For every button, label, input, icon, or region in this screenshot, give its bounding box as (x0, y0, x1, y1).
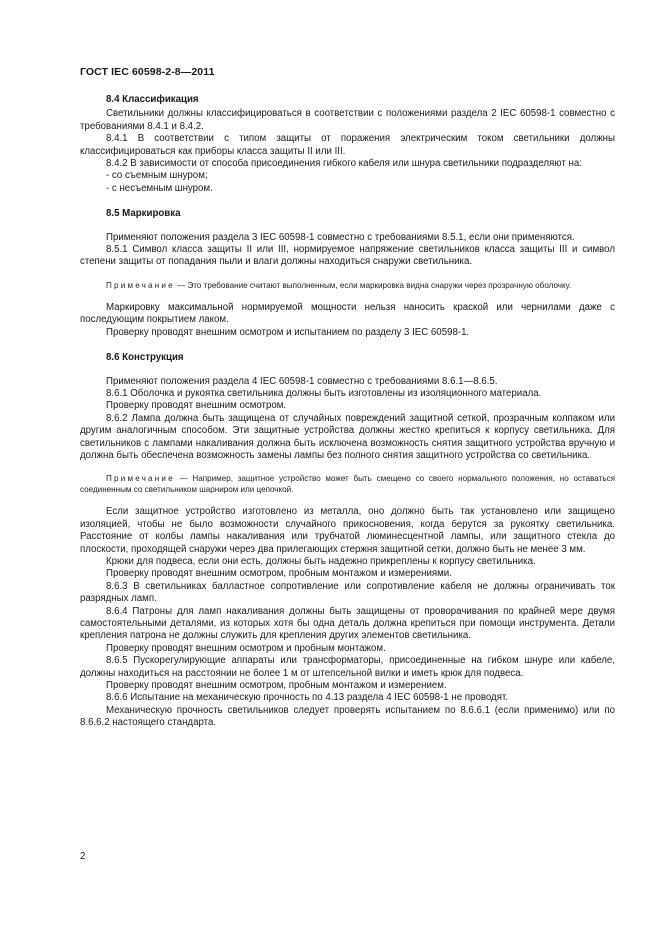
paragraph: Проверку проводят внешним осмотром, пробным монтажом и измерениями. (106, 568, 452, 580)
note-text: — Например, защитное устройство может быть смещено со своего нормального положения, но оставаться соединенным со светильником шарниром или цепочкой. (80, 474, 615, 495)
document-header: ГОСТ IEC 60598-2-8—2011 (80, 66, 215, 78)
note (80, 473, 615, 495)
paragraph: Проверку проводят внешним осмотром и испытанием по разделу 3 IEC 60598-1. (106, 326, 470, 338)
paragraph: 8.6.6 Испытание на механическую прочность по 4.13 раздела 4 IEC 60598-1 не проводят. (106, 692, 508, 704)
paragraph: Применяют положения раздела 3 IEC 60598-1 совместно с требованиями 8.5.1, если они применяются. (106, 231, 575, 243)
paragraph: Крюки для подвеса, если они есть, должны быть надежно прикреплены к корпусу светильника. (106, 555, 536, 567)
note-label: Примечание (106, 474, 175, 484)
section-heading-classification: 8.4 Классификация (106, 94, 199, 105)
paragraph: Светильники должны классифицироваться в соответствии с положениями раздела 2 IEC 60598-1 совместно с требованиями 8.4.1 и 8.4.2. (80, 108, 615, 132)
paragraph: 8.6.5 Пускорегулирующие аппараты или трансформаторы, присоединенные на гибком шнуре или кабеле, должны находиться на расстоянии не более 1 м от штепсельной вилки и иметь крюк для подвеса. (80, 655, 615, 679)
paragraph: Проверку проводят внешним осмотром и пробным монтажом. (106, 642, 386, 654)
paragraph: 8.4.2 В зависимости от способа присоединения гибкого кабеля или шнура светильники подразделяют на: (106, 158, 582, 170)
paragraph: Проверку проводят внешним осмотром. (106, 400, 287, 412)
paragraph: 8.6.3 В светильниках балластное сопротивление или сопротивление кабеля не должны ограничивать ток разрядных ламп. (80, 580, 615, 605)
page-number: 2 (80, 851, 86, 862)
paragraph: 8.5.1 Символ класса защиты II или III, нормируемое напряжение светильников класса защиты III и символ степени защиты от попадания пыли и влаги должны находиться снаружи светильника. (80, 244, 615, 268)
paragraph: 8.6.1 Оболочка и рукоятка светильника должны быть изготовлены из изоляционного материала. (106, 387, 542, 399)
paragraph: Проверку проводят внешним осмотром, пробным монтажом и измерением. (106, 680, 447, 692)
paragraph: Маркировку максимальной нормируемой мощности нельзя наносить краской или чернилами даже с последующим покрытием лаком. (80, 301, 615, 326)
note-text: — Это требование считают выполненным, если маркировка видна снаружи через прозрачную оболочку. (174, 280, 572, 290)
note-label: Примечание (106, 280, 175, 290)
paragraph: Применяют положения раздела 4 IEC 60598-1 совместно с требованиями 8.6.1—8.6.5. (106, 375, 498, 387)
section-heading-marking: 8.5 Маркировка (106, 208, 181, 220)
list-item: - с несъемным шнуром. (106, 182, 213, 194)
paragraph: Если защитное устройство изготовлено из металла, оно должно быть так установлено или защищено изоляцией, чтобы не было возможности случайного прикосновения, когда берутся за рукоятку светильника. Расстояние от колбы лампы накаливания или трубчатой люминесцентной лампы, или защитного стекла до плоскости, проходящей снаружи через два прилегающих стержня защитной сетки, должно быть не менее 3 мм. (80, 506, 615, 555)
list-item: - со съемным шнуром; (106, 170, 208, 182)
section-heading-construction: 8.6 Конструкция (106, 352, 184, 364)
paragraph: 8.6.2 Лампа должна быть защищена от случайных повреждений защитной сеткой, прозрачным колпаком или другим аналогичным способом. Эти защитные устройства должны жестко крепиться к корпусу светильника. Для светильников с лампами накаливания должна быть исключена возможность снятия защитного устройства вручную и должна быть обеспечена возможность замены лампы без полного снятия защитного устройства со светильника. (80, 412, 615, 461)
document-body (80, 94, 615, 730)
paragraph: 8.4.1 В соответствии с типом защиты от поражения электрическим током светильники должны классифицироваться как приборы класса защиты II или III. (80, 133, 615, 157)
note (80, 280, 615, 291)
paragraph: Механическую прочность светильников следует проверять испытанием по 8.6.6.1 (если применимо) или по 8.6.6.2 настоящего стандарта. (80, 704, 615, 729)
paragraph: 8.6.4 Патроны для ламп накаливания должны быть защищены от проворачивания по крайней мере двумя самостоятельными деталями, из которых хотя бы одна деталь должна крепиться при помощи инструмента. Детали крепления патрона не должны служить для крепления других элементов светильника. (80, 605, 615, 642)
